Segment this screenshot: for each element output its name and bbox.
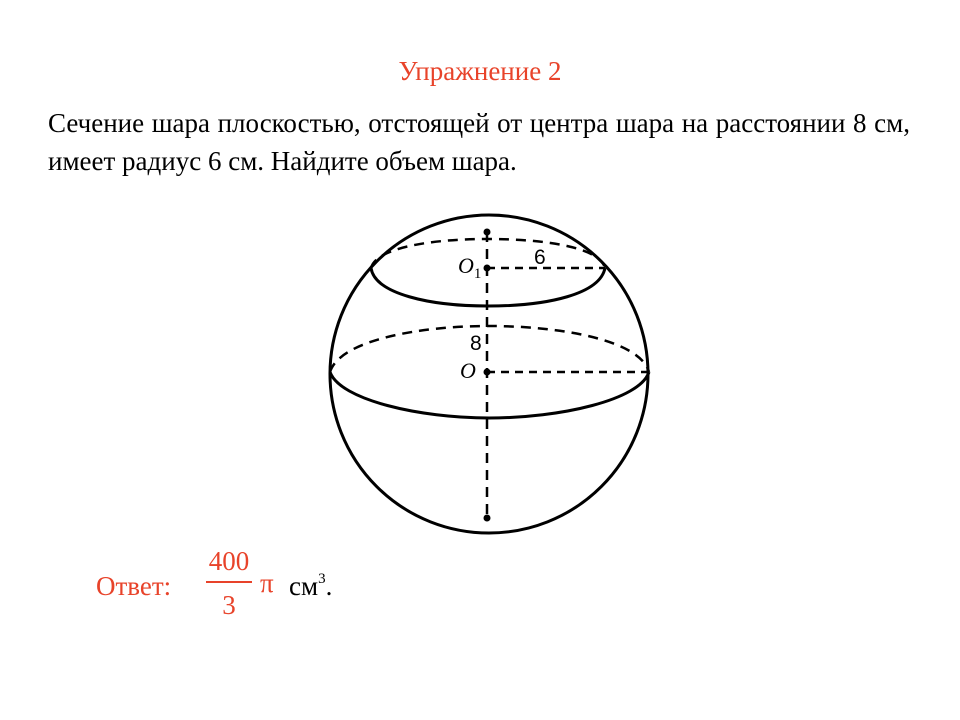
fraction-bar — [206, 581, 252, 583]
top-pole-point — [484, 229, 491, 236]
label-o: O — [460, 358, 476, 383]
label-distance-8: 8 — [470, 332, 482, 355]
problem-statement: Сечение шара плоскостью, отстоящей от центра шара на расстоянии 8 см, имеет радиус 6 см. Найдите объем шара. — [48, 108, 910, 176]
answer-denominator: 3 — [222, 590, 236, 620]
answer-unit: $см^3$. — [289, 571, 333, 601]
pi-symbol: π — [260, 568, 274, 598]
great-circle-back — [330, 326, 649, 372]
point-o — [484, 369, 491, 376]
answer-label: Ответ: — [96, 571, 172, 601]
answer-numerator: 400 — [208, 546, 250, 576]
label-o1: $O_1$ — [458, 253, 482, 282]
label-radius-6: 6 — [534, 246, 546, 269]
unit-exponent: 3 — [318, 571, 326, 587]
exercise-title: Упражнение 2 — [398, 56, 562, 86]
bottom-pole-point — [484, 515, 491, 522]
point-o1 — [484, 265, 491, 272]
great-circle-front — [330, 372, 649, 418]
